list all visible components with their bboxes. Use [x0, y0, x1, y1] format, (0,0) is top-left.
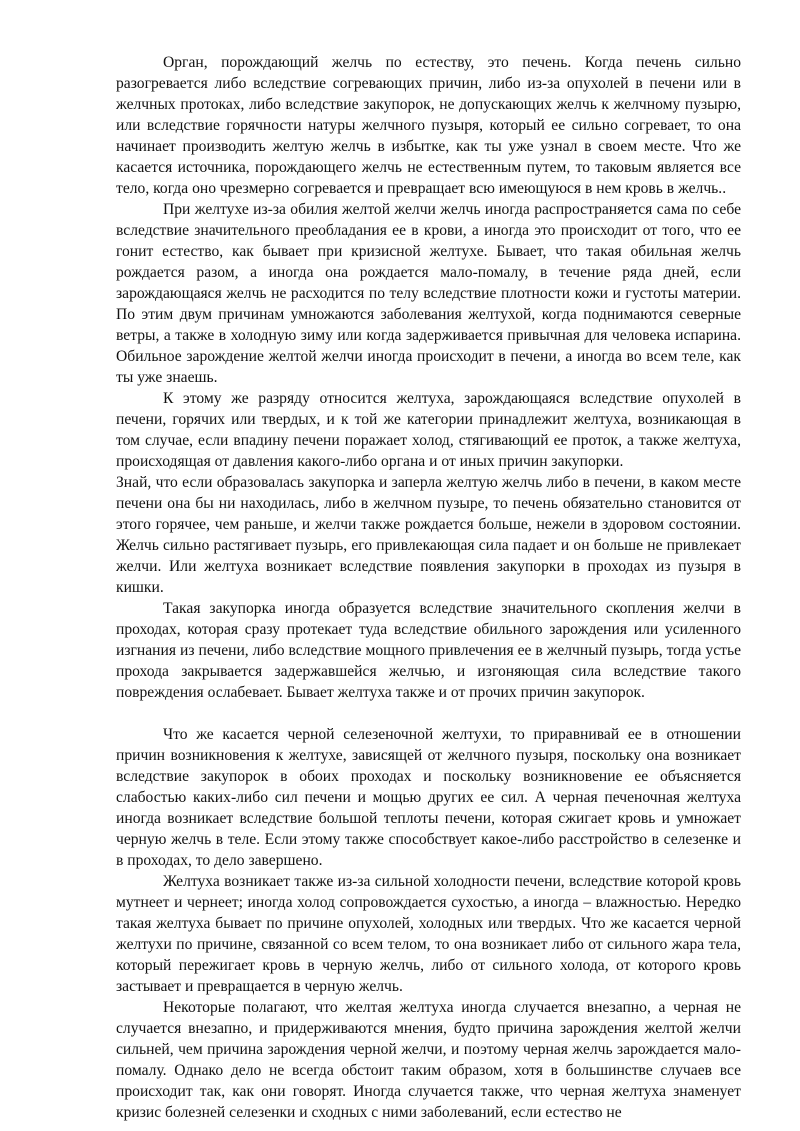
paragraph-liver-bile-origin: Орган, порождающий желчь по естеству, это печень. Когда печень сильно разогревается либо вследствие согревающих причин, либо из-за опухолей в печени или в желчных протоках, либо вследствие закупорок, не допускающих желчь к желчному пузырю, или вследствие горячности натуры желчного пузыря, который ее сильно согревает, то она начинает производить желтую желчь в избытке, как ты уже узнал в своем месте. Что же касается источника, порождающего желчь не естественным путем, то таковым является все тело, когда оно чрезмерно согревается и превращает всю имеющуюся в нем кровь в желчь.. [116, 54, 741, 197]
paragraph-cold-liver: Желтуха возникает также из-за сильной холодности печени, вследствие которой кровь мутнеет и чернеет; иногда холод сопровождается сухостью, а иногда – влажностью. Нередко такая желтуха бывает по причине опухолей, холодных или твердых. Что же касается черной желтухи по причине, связанной со всем телом, то она возникает либо от сильного жара тела, который пережигает кровь в черную желчь, либо от сильного холода, от которого кровь застывает и превращается в черную желчь. [116, 873, 741, 995]
paragraph-sudden-jaundice: Некоторые полагают, что желтая желтуха иногда случается внезапно, а черная не случается внезапно, и придерживаются мнения, будто причина зарождения желтой желчи сильней, чем причина зарождения черной желчи, и поэтому черная желчь зарождается мало-помалу. Однако дело не всегда обстоит таким образом, хотя в большинстве случаев все происходит так, как они говорят. Иногда случается также, что черная желтуха знаменует кризис болезней селезенки и сходных с ними заболеваний, если естество не [116, 999, 741, 1121]
paragraph-abundant-bile: При желтухе из-за обилия желтой желчи желчь иногда распространяется сама по себе вследствие значительного преобладания ее в крови, а иногда это происходит от того, что ее гонит естество, как бывает при кризисной желтухе. Бывает, что такая обильная желчь рождается разом, а иногда она рождается мало-помалу, в течение ряда дней, если зарождающаяся желчь не расходится по телу вследствие плотности кожи и густоты материи. По этим двум причинам умножаются заболевания желтухой, когда поднимаются северные ветры, а также в холодную зиму или когда задерживается привычная для человека испарина. Обильное зарождение желтой желчи иногда происходит в печени, а иногда во всем теле, как ты уже знаешь. [116, 201, 741, 386]
document-page [116, 52, 741, 1123]
paragraph-blockage-formation: Такая закупорка иногда образуется вследствие значительного скопления желчи в проходах, которая сразу протекает туда вследствие обильного зарождения или усиленного изгнания из печени, либо вследствие мощного привлечения ее в желчный пузырь, тогда устье прохода закрывается задержавшейся желчью, и изгоняющая сила вследствие такого повреждения ослабевает. Бывает желтуха также и от прочих причин закупорок. [116, 600, 741, 701]
paragraph-blockage: Знай, что если образовалась закупорка и заперла желтую желчь либо в печени, в каком месте печени она бы ни находилась, либо в желчном пузыре, то печень обязательно становится от этого горячее, чем раньше, и желчи также рождается больше, нежели в здоровом состоянии. Желчь сильно растягивает пузырь, его привлекающая сила падает и он больше не привлекает желчи. Или желтуха возникает вследствие появления закупорки в проходах из пузыря в кишки. [116, 474, 741, 596]
paragraph-tumor-jaundice: К этому же разряду относится желтуха, зарождающаяся вследствие опухолей в печени, горячих или твердых, и к той же категории принадлежит желтуха, возникающая в том случае, если впадину печени поражает холод, стягивающий ее проток, а также желтуха, происходящая от давления какого-либо органа и от иных причин закупорки. [116, 390, 741, 470]
paragraph-black-spleen-jaundice: Что же касается черной селезеночной желтухи, то приравнивай ее в отношении причин возникновения к желтухе, зависящей от желчного пузыря, поскольку она возникает вследствие закупорок в обоих проходах и поскольку возникновение ее объясняется слабостью каких-либо сил печени и мощью других ее сил. А черная печеночная желтуха иногда возникает вследствие большой теплоты печени, которая сжигает кровь и умножает черную желчь в теле. Если этому также способствует какое-либо расстройство в селезенке и в проходах, то дело завершено. [116, 726, 741, 869]
